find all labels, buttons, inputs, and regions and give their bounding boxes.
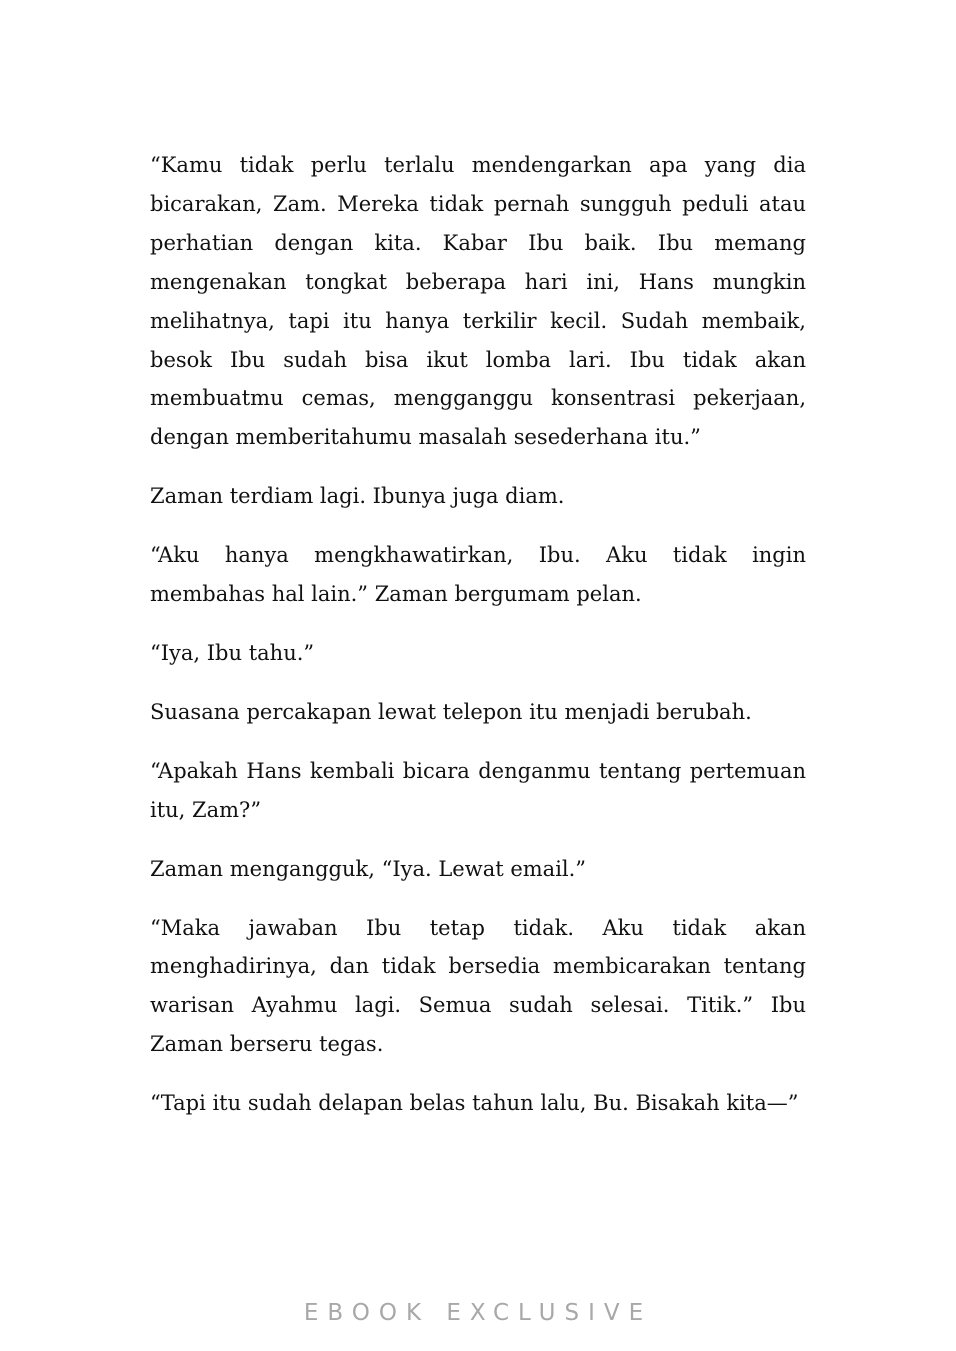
paragraph-8: “Maka jawaban Ibu tetap tidak. Aku tidak akan menghadirinya, dan tidak bersedia membicarakan tentang warisan Ayahmu lagi. Semua sudah selesai. Titik.” Ibu Zaman berseru tegas.: [150, 915, 806, 1057]
paragraph-7: Zaman mengangguk, “Iya. Lewat email.”: [150, 856, 587, 881]
page-body: [150, 146, 806, 1143]
paragraph-5: Suasana percakapan lewat telepon itu menjadi berubah.: [150, 699, 752, 724]
paragraph-9: “Tapi itu sudah delapan belas tahun lalu, Bu. Bisakah kita—”: [150, 1091, 799, 1116]
paragraph-6: “Apakah Hans kembali bicara denganmu tentang pertemuan itu, Zam?”: [150, 758, 806, 822]
paragraph-4: “Iya, Ibu tahu.”: [150, 640, 315, 665]
paragraph-2: Zaman terdiam lagi. Ibunya juga diam.: [150, 484, 565, 509]
paragraph-1: “Kamu tidak perlu terlalu mendengarkan apa yang dia bicarakan, Zam. Mereka tidak pernah sungguh peduli atau perhatian dengan kita. Kabar Ibu baik. Ibu memang mengenakan tongkat beberapa hari ini, Hans mungkin melihatnya, tapi itu hanya terkilir kecil. Sudah membaik, besok Ibu sudah bisa ikut lomba lari. Ibu tidak akan membuatmu cemas, mengganggu konsentrasi pekerjaan, dengan memberitahumu masalah sesederhana itu.”: [150, 153, 806, 450]
footer-label: EBOOK EXCLUSIVE: [303, 1300, 653, 1326]
paragraph-3: “Aku hanya mengkhawatirkan, Ibu. Aku tidak ingin membahas hal lain.” Zaman bergumam pelan.: [150, 543, 806, 607]
